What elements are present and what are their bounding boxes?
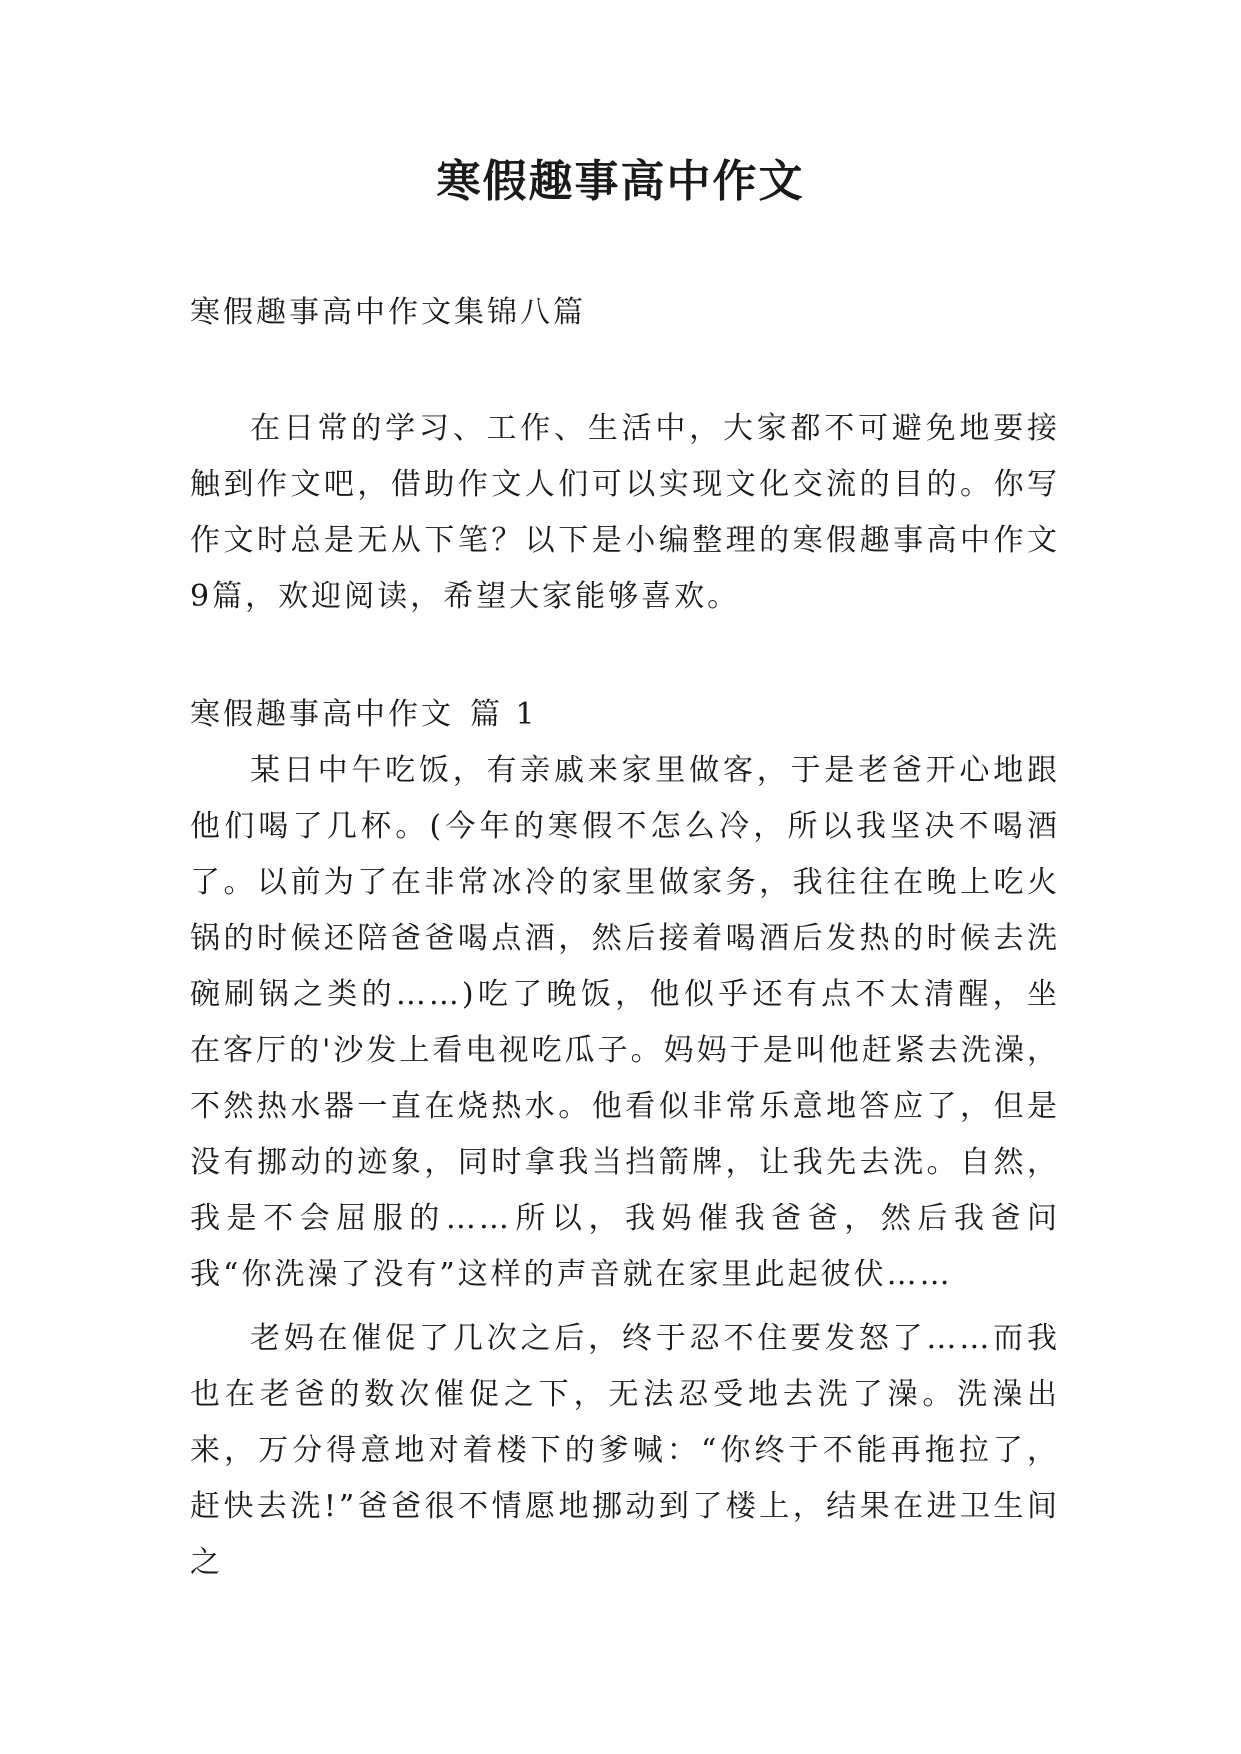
document-title: 寒假趣事高中作文 — [436, 156, 805, 207]
document-body — [190, 285, 1060, 1599]
document-subtitle: 寒假趣事高中作文集锦八篇 — [190, 295, 586, 330]
section-heading-title: 寒假趣事高中作文 — [190, 697, 454, 732]
story-paragraph: 某日中午吃饭，有亲戚来家里做客，于是老爸开心地跟他们喝了几杯。(今年的寒假不怎么冷，所以我坚决不喝酒了。以前为了在非常冰冷的家里做家务，我往往在晚上吃火锅的时候还陪爸爸喝点酒，然后接着喝酒后发热的时候去洗碗刷锅之类的……)吃了晚饭，他似乎还有点不太清醒，坐在客厅的'沙发上看电视吃瓜子。妈妈于是叫他赶紧去洗澡，不然热水器一直在烧热水。他看似非常乐意地答应了，但是没有挪动的迹象，同时拿我当挡箭牌，让我先去洗。自然，我是不会屈服的……所以，我妈催我爸爸，然后我爸问我“你洗澡了没有”这样的声音就在家里此起彼伏…… — [190, 753, 1060, 1292]
section-heading — [190, 687, 1060, 743]
story-paragraph: 老妈在催促了几次之后，终于忍不住要发怒了……而我也在老爸的数次催促之下，无法忍受地去洗了澡。洗澡出来，万分得意地对着楼下的爹喊：“你终于不能再拖拉了，赶快去洗!”爸爸很不情愿地挪动到了楼上，结果在进卫生间之 — [190, 1321, 1060, 1580]
intro-paragraph: 在日常的学习、工作、生活中，大家都不可避免地要接触到作文吧，借助作文人们可以实现文化交流的目的。你写作文时总是无从下笔？以下是小编整理的寒假趣事高中作文9篇，欢迎阅读，希望大家能够喜欢。 — [190, 411, 1060, 614]
section-heading-number: 篇 1 — [470, 697, 538, 732]
